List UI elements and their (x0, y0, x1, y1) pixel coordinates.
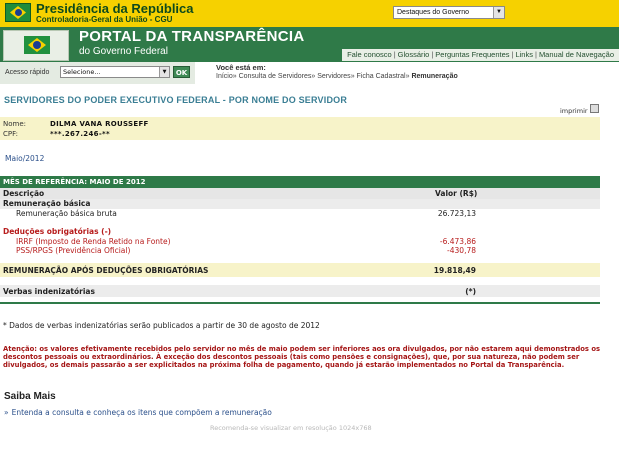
month-link[interactable]: Maio/2012 (5, 154, 45, 163)
breadcrumb-consulta-servidores[interactable]: Consulta de Servidores (238, 73, 312, 80)
link-separator: | (431, 50, 434, 59)
quick-access-row (0, 62, 619, 84)
quick-access-ok-button[interactable]: OK (173, 66, 190, 78)
server-identification (0, 117, 600, 140)
group-remuneracao-basica (0, 199, 600, 209)
name-label: Nome: (3, 120, 27, 128)
printer-icon[interactable] (590, 104, 599, 113)
footnote: * Dados de verbas indenizatórias serão publicados a partir de 30 de agosto de 2012 (3, 321, 320, 330)
cpf-label: CPF: (3, 130, 18, 138)
gov-top-bar (0, 0, 619, 27)
breadcrumb-separator: » (405, 73, 410, 80)
breadcrumb-heading: Você está em: (216, 63, 266, 72)
portal-subtitle: do Governo Federal (79, 46, 168, 57)
verbas-value: (*) (465, 287, 476, 296)
saiba-mais-title: Saiba Mais (4, 391, 56, 402)
quick-access-select-value: Selecione... (63, 68, 101, 76)
chevron-down-icon[interactable]: ▼ (493, 7, 504, 18)
brazil-flag-icon (5, 3, 31, 22)
breadcrumb-separator: » (311, 73, 316, 80)
link-fale-conosco[interactable]: Fale conosco (347, 50, 392, 59)
name-value: DILMA VANA ROUSSEFF (50, 120, 149, 128)
gov-subtitle[interactable]: Controladoria-Geral da União - CGU (36, 15, 173, 24)
page-title: SERVIDORES DO PODER EXECUTIVO FEDERAL - POR NOME DO SERVIDOR (4, 95, 348, 105)
table-row (0, 246, 600, 256)
total-label: REMUNERAÇÃO APÓS DEDUÇÕES OBRIGATÓRIAS (3, 266, 209, 275)
chevron-down-icon[interactable]: ▼ (159, 67, 169, 77)
column-value: Valor (R$) (435, 189, 478, 198)
breadcrumb (216, 73, 458, 80)
quick-access-label: Acesso rápido (5, 69, 50, 76)
row-label: Remuneração básica bruta (16, 209, 117, 218)
bullet-icon: » (4, 408, 9, 417)
total-value: 19.818,49 (433, 266, 476, 275)
row-value: 26.723,13 (437, 209, 476, 218)
quick-access-select[interactable] (60, 66, 170, 78)
table-header (0, 188, 600, 199)
breadcrumb-current: Remuneração (411, 73, 458, 80)
link-perguntas-frequentes[interactable]: Perguntas Frequentes (435, 50, 510, 59)
saiba-mais-item (4, 408, 272, 417)
breadcrumb-ficha-cadastral[interactable]: Ficha Cadastral (356, 73, 406, 80)
portal-header (0, 27, 619, 62)
resolution-note: Recomenda-se visualizar em resolução 1024x768 (210, 424, 372, 432)
row-label: PSS/RPGS (Previdência Oficial) (16, 246, 131, 255)
portal-title[interactable]: PORTAL DA TRANSPARÊNCIA (79, 28, 305, 45)
breadcrumb-separator: » (232, 73, 237, 80)
breadcrumb-separator: » (350, 73, 355, 80)
cpf-value: ***.267.246-** (50, 130, 110, 138)
destaques-select[interactable] (393, 6, 505, 19)
column-description: Descrição (3, 189, 45, 198)
group-label: Deduções obrigatórias (-) (3, 227, 112, 236)
gov-title[interactable]: Presidência da República (36, 1, 194, 16)
destaques-select-value: Destaques do Governo (397, 9, 469, 16)
link-manual-navegacao[interactable]: Manual de Navegação (538, 50, 614, 59)
breadcrumb-inicio[interactable]: Início (216, 73, 233, 80)
top-links (342, 49, 619, 61)
group-deducoes (0, 227, 600, 237)
breadcrumb-servidores[interactable]: Servidores (317, 73, 351, 80)
reference-month-bar: MÊS DE REFERÊNCIA: MAIO DE 2012 (0, 176, 600, 188)
link-links[interactable]: Links (515, 50, 533, 59)
table-divider (0, 302, 600, 304)
group-label: Remuneração básica (3, 199, 91, 208)
link-separator: | (534, 50, 537, 59)
row-value: -6.473,86 (439, 237, 476, 246)
link-separator: | (511, 50, 514, 59)
row-value: -430,78 (447, 246, 476, 255)
total-row (0, 263, 600, 277)
row-label: IRRF (Imposto de Renda Retido na Fonte) (16, 237, 171, 246)
saiba-mais-link[interactable]: Entenda a consulta e conheça os itens que compõem a remuneração (11, 408, 272, 417)
quick-access-panel (0, 62, 195, 84)
verbas-row (0, 285, 600, 297)
warning-text: Atenção: os valores efetivamente recebidos pelo servidor no mês de maio podem ser inferiores aos ora divulgados, por não estarem aqui demonstrados os descontos pessoais ou extraordinários. À exceção dos descontos pessoais (tais como pensões e consignações), que, por sua natureza, não podem ser divulgados, os demais passarão a ser explicitados na próxima folha de pagamento, quando já estarão implementados no Portal da Transparência. (3, 345, 601, 370)
table-row (0, 209, 600, 219)
verbas-label: Verbas indenizatórias (3, 287, 95, 296)
portal-logo[interactable] (3, 30, 69, 61)
link-separator: | (393, 50, 396, 59)
link-glossario[interactable]: Glossário (397, 50, 430, 59)
print-link[interactable]: imprimir (560, 107, 588, 115)
